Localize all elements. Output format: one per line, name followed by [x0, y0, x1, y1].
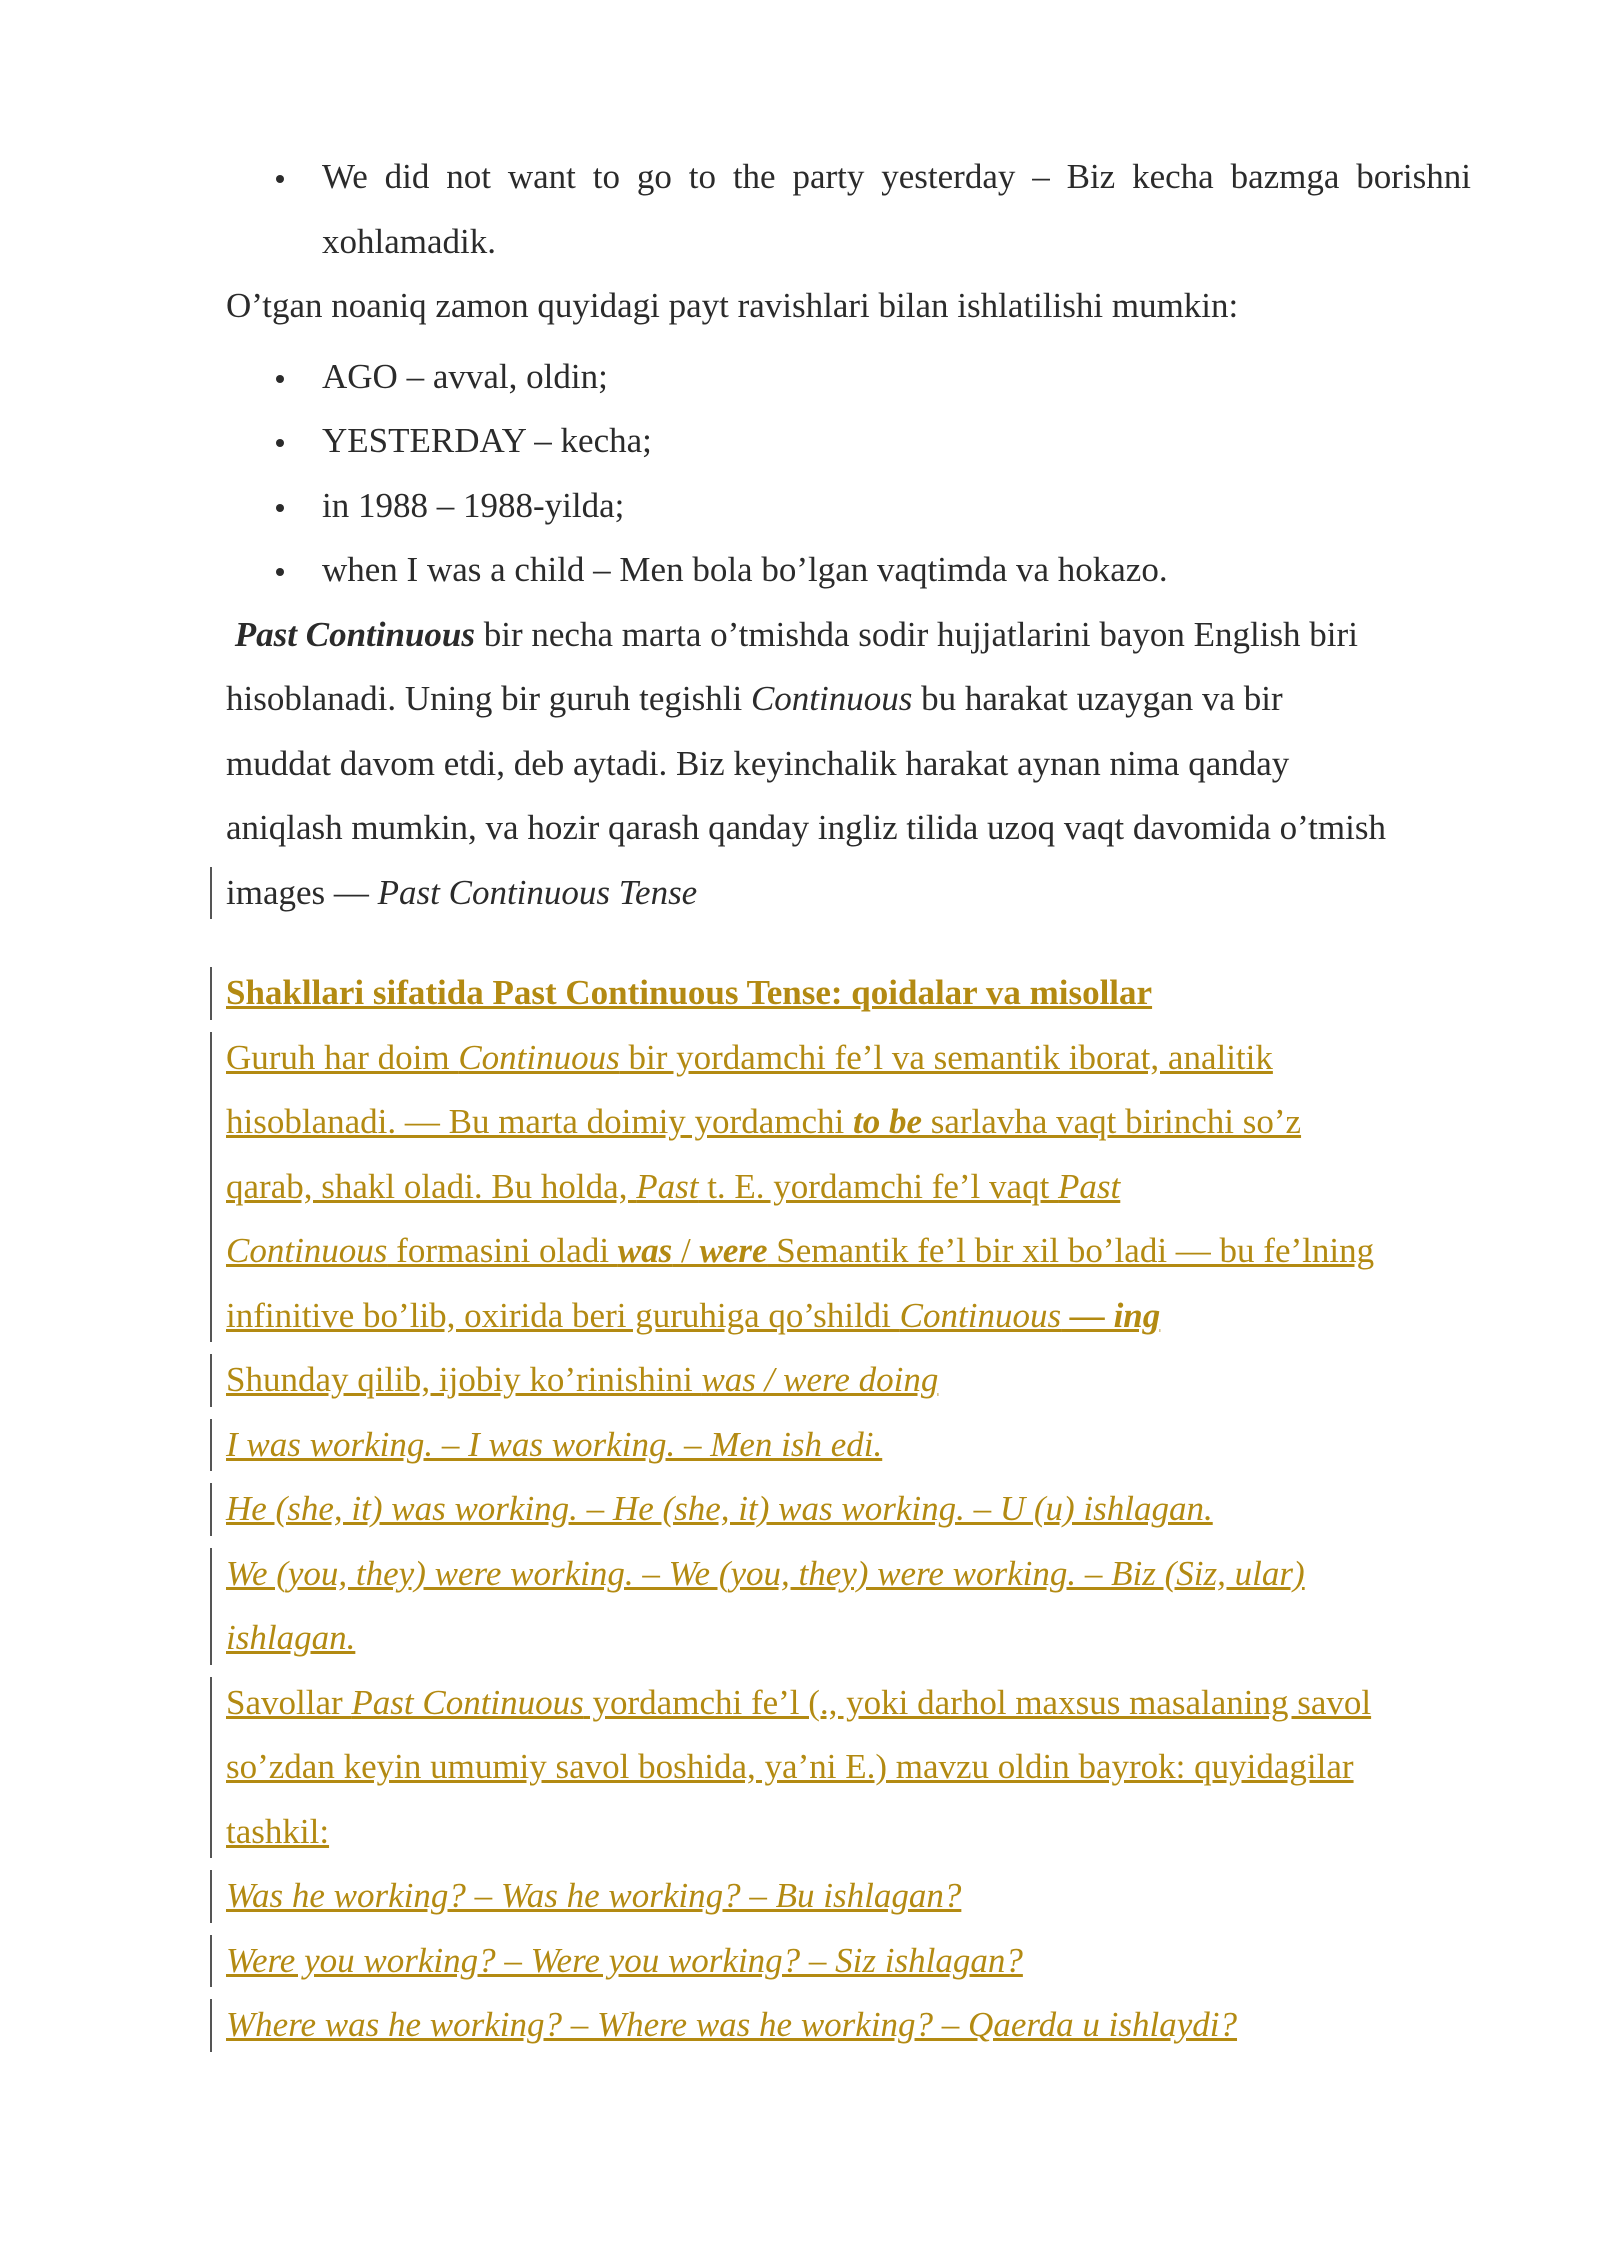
adverb-item-1988: in 1988 – 1988-yilda; — [226, 474, 1471, 539]
bullet-icon — [276, 504, 284, 512]
example-bullet-list — [226, 145, 1471, 210]
forms-link-line[interactable]: infinitive bo’lib, oxirida beri guruhiga qo’shildi Continuous — ing — [226, 1295, 1161, 1335]
positive-form-link[interactable]: Shunday qilib, ijobiy ko’rinishini was / were doing — [226, 1360, 939, 1399]
bullet-icon — [276, 375, 284, 383]
adverb-item-child: when I was a child – Men bola bo’lgan vaqtimda va hokazo. — [226, 538, 1471, 603]
bullet-icon — [276, 439, 284, 447]
bullet-icon — [276, 568, 284, 576]
adverb-list — [226, 345, 1471, 603]
adverb-item-yesterday: YESTERDAY – kecha; — [226, 409, 1471, 474]
questions-link-line[interactable]: so’zdan keyin umumiy savol boshida, ya’ni E.) mavzu oldin bayrok: quyidagilar — [226, 1747, 1354, 1786]
list-item-continuation: xohlamadik. — [322, 221, 496, 261]
list-item-text: We did not want to go to the party yesterday – Biz kecha bazmga borishni — [322, 157, 1471, 196]
question-example-link[interactable]: Were you working? – Were you working? – Siz ishlagan? — [226, 1940, 1023, 1980]
example-link[interactable]: We (you, they) were working. – We (you, they) were working. – Biz (Siz, ular) — [226, 1553, 1305, 1593]
forms-link-line[interactable]: Continuous formasini oladi was / were Semantik fe’l bir xil bo’ladi — bu fe’lning — [226, 1231, 1375, 1270]
questions-link-line[interactable]: tashkil: — [226, 1811, 330, 1851]
example-link[interactable]: He (she, it) was working. – He (she, it) was working. – U (u) ishlagan. — [226, 1489, 1213, 1528]
term-past-continuous: Past Continuous — [234, 614, 475, 654]
bullet-icon — [276, 175, 284, 183]
questions-paragraph — [226, 1671, 1471, 1865]
example-we-block — [226, 1542, 1471, 1671]
forms-paragraph — [226, 1026, 1471, 1349]
question-example-link[interactable]: Where was he working? – Where was he working? – Qaerda u ishlaydi? — [226, 2005, 1238, 2044]
document-content — [226, 145, 1471, 2058]
question-example-link[interactable]: Was he working? – Was he working? – Bu ishlagan? — [226, 1876, 962, 1915]
intro-paragraph: O’tgan noaniq zamon quyidagi payt ravishlari bilan ishlatilishi mumkin: — [226, 286, 1239, 325]
list-item — [226, 145, 1471, 210]
adverb-item-ago: AGO – avval, oldin; — [226, 345, 1471, 410]
example-link[interactable]: ishlagan. — [226, 1618, 356, 1657]
past-continuous-paragraph: Past Continuous bir necha marta o’tmishda sodir hujjatlarini bayon English biri hisoblanadi. Uning bir guruh tegishli Continuous bu harakat uzaygan va bir muddat davom etdi, deb aytadi. Biz keyinchalik harakat aynan nima qanday aniqlash mumkin, va hozir qarash qanday ingliz tilida uzoq vaqt davomida o’tmish images — Past Continuous Tense — [226, 603, 1471, 926]
questions-link-line[interactable]: Savollar Past Continuous yordamchi fe’l (., yoki darhol maxsus masalaning savol — [226, 1682, 1372, 1722]
section-heading-link[interactable]: Shakllari sifatida Past Continuous Tense: qoidalar va misollar — [226, 973, 1153, 1012]
example-link[interactable]: I was working. – I was working. – Men ish edi. — [226, 1424, 883, 1464]
forms-link-line[interactable]: qarab, shakl oladi. Bu holda, Past t. E. yordamchi fe’l vaqt Past — [226, 1166, 1121, 1206]
forms-link-line[interactable]: Guruh har doim Continuous bir yordamchi fe’l va semantik iborat, analitik — [226, 1037, 1273, 1077]
forms-link-line[interactable]: hisoblanadi. — Bu marta doimiy yordamchi to be sarlavha vaqt birinchi so’z — [226, 1102, 1302, 1141]
